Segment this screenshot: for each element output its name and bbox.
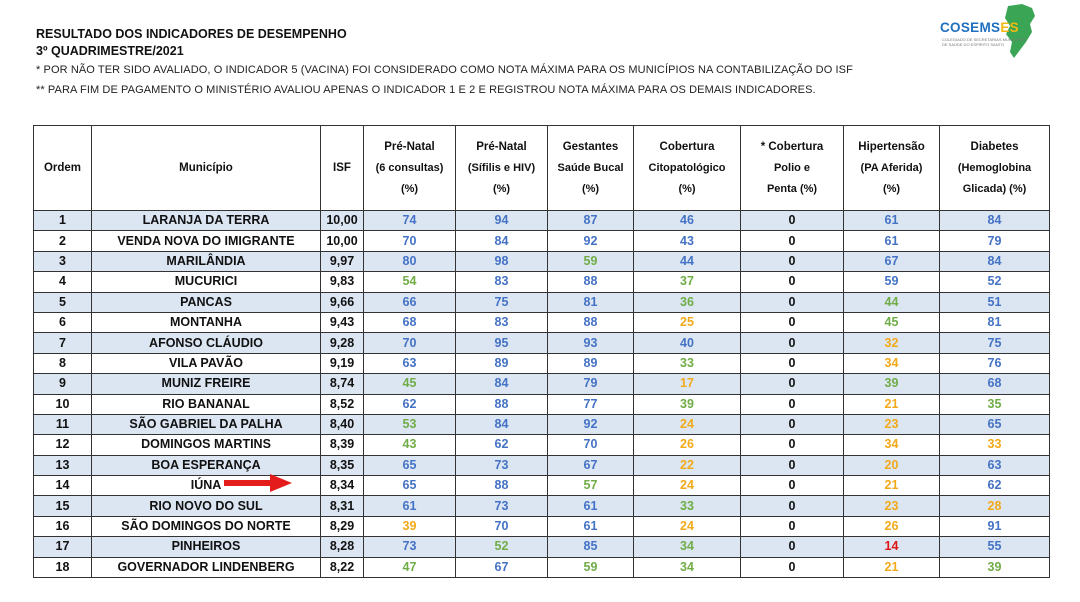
column-header xyxy=(456,126,548,211)
column-header-line: (%) xyxy=(492,182,511,195)
isf-cell: 9,28 xyxy=(321,333,364,353)
indicator-value-cell: 34 xyxy=(634,537,741,557)
indicator-value-cell: 0 xyxy=(741,353,844,373)
column-header-line: Hipertensão xyxy=(858,140,925,153)
indicator-value-cell: 0 xyxy=(741,557,844,577)
indicator-value-cell: 43 xyxy=(634,231,741,251)
column-header-line: Penta (%) xyxy=(766,182,818,195)
indicator-value-cell: 32 xyxy=(844,333,940,353)
indicator-value-cell: 0 xyxy=(741,312,844,332)
column-header-line: Gestantes xyxy=(562,140,619,153)
table-row xyxy=(34,557,1050,577)
ordem-cell: 17 xyxy=(34,537,92,557)
indicator-value-cell: 70 xyxy=(456,516,548,536)
ordem-cell: 5 xyxy=(34,292,92,312)
ordem-cell: 4 xyxy=(34,272,92,292)
column-header xyxy=(548,126,634,211)
column-header xyxy=(364,126,456,211)
ordem-cell: 10 xyxy=(34,394,92,414)
table-row xyxy=(34,455,1050,475)
indicator-value-cell: 59 xyxy=(844,272,940,292)
municipio-cell: IÚNA xyxy=(92,476,321,496)
indicator-value-cell: 73 xyxy=(456,496,548,516)
indicator-value-cell: 35 xyxy=(940,394,1050,414)
indicator-value-cell: 39 xyxy=(940,557,1050,577)
column-header-line: Polio e xyxy=(773,161,811,174)
indicator-value-cell: 75 xyxy=(456,292,548,312)
indicator-value-cell: 39 xyxy=(844,374,940,394)
ordem-cell: 18 xyxy=(34,557,92,577)
table-header-row xyxy=(34,126,1050,211)
table-row xyxy=(34,312,1050,332)
isf-cell: 8,22 xyxy=(321,557,364,577)
indicator-value-cell: 47 xyxy=(364,557,456,577)
ordem-cell: 1 xyxy=(34,211,92,231)
column-header-line: Pré-Natal xyxy=(384,140,435,153)
indicator-value-cell: 65 xyxy=(364,455,456,475)
cosems-logo xyxy=(932,2,1042,62)
indicator-value-cell: 33 xyxy=(634,496,741,516)
indicator-value-cell: 53 xyxy=(364,414,456,434)
page-title: RESULTADO DOS INDICADORES DE DESEMPENHO xyxy=(36,27,347,41)
table-row xyxy=(34,374,1050,394)
indicator-value-cell: 85 xyxy=(548,537,634,557)
indicator-value-cell: 77 xyxy=(548,394,634,414)
ordem-cell: 7 xyxy=(34,333,92,353)
indicator-value-cell: 67 xyxy=(548,455,634,475)
indicator-value-cell: 46 xyxy=(634,211,741,231)
ordem-cell: 3 xyxy=(34,251,92,271)
isf-cell: 8,35 xyxy=(321,455,364,475)
indicator-value-cell: 75 xyxy=(940,333,1050,353)
municipio-cell: BOA ESPERANÇA xyxy=(92,455,321,475)
column-header-line: Diabetes xyxy=(970,140,1019,153)
indicator-value-cell: 92 xyxy=(548,231,634,251)
table-row xyxy=(34,292,1050,312)
indicator-value-cell: 20 xyxy=(844,455,940,475)
column-header-line: Município xyxy=(179,161,233,174)
isf-cell: 9,19 xyxy=(321,353,364,373)
indicator-value-cell: 61 xyxy=(844,211,940,231)
indicator-value-cell: 81 xyxy=(548,292,634,312)
indicator-value-cell: 84 xyxy=(940,251,1050,271)
indicator-value-cell: 83 xyxy=(456,312,548,332)
isf-cell: 8,34 xyxy=(321,476,364,496)
logo-tagline: COLEGIADO DE SECRETARIAS MUNICIPAIS DE SAÚDE DO ESPÍRITO SANTO xyxy=(942,37,1026,47)
indicator-value-cell: 22 xyxy=(634,455,741,475)
isf-cell: 9,97 xyxy=(321,251,364,271)
column-header-line: Citopatológico xyxy=(648,161,726,174)
column-header-line: (Sífilis e HIV) xyxy=(467,161,536,174)
municipio-cell: SÃO DOMINGOS DO NORTE xyxy=(92,516,321,536)
municipio-cell: VENDA NOVA DO IMIGRANTE xyxy=(92,231,321,251)
indicator-value-cell: 94 xyxy=(456,211,548,231)
indicator-value-cell: 0 xyxy=(741,476,844,496)
indicator-value-cell: 21 xyxy=(844,394,940,414)
indicator-value-cell: 52 xyxy=(940,272,1050,292)
indicator-value-cell: 26 xyxy=(844,516,940,536)
municipio-cell: PINHEIROS xyxy=(92,537,321,557)
table-row xyxy=(34,211,1050,231)
indicator-value-cell: 0 xyxy=(741,414,844,434)
indicator-value-cell: 84 xyxy=(456,414,548,434)
table-row xyxy=(34,251,1050,271)
ordem-cell: 8 xyxy=(34,353,92,373)
ordem-cell: 12 xyxy=(34,435,92,455)
indicator-value-cell: 76 xyxy=(940,353,1050,373)
table-row xyxy=(34,496,1050,516)
table-row xyxy=(34,394,1050,414)
column-header xyxy=(741,126,844,211)
column-header-line: (Hemoglobina xyxy=(957,161,1032,174)
indicator-value-cell: 37 xyxy=(634,272,741,292)
indicator-value-cell: 61 xyxy=(548,496,634,516)
column-header-line: (%) xyxy=(400,182,419,195)
indicator-value-cell: 73 xyxy=(364,537,456,557)
indicator-value-cell: 0 xyxy=(741,374,844,394)
indicator-value-cell: 0 xyxy=(741,292,844,312)
isf-cell: 8,31 xyxy=(321,496,364,516)
municipio-cell: VILA PAVÃO xyxy=(92,353,321,373)
isf-cell: 9,43 xyxy=(321,312,364,332)
ordem-cell: 2 xyxy=(34,231,92,251)
indicator-value-cell: 0 xyxy=(741,272,844,292)
indicator-value-cell: 26 xyxy=(634,435,741,455)
column-header xyxy=(34,126,92,211)
indicator-value-cell: 88 xyxy=(456,394,548,414)
indicators-table xyxy=(33,125,1050,578)
indicator-value-cell: 34 xyxy=(634,557,741,577)
ordem-cell: 14 xyxy=(34,476,92,496)
municipio-cell: RIO BANANAL xyxy=(92,394,321,414)
indicator-value-cell: 62 xyxy=(940,476,1050,496)
indicator-value-cell: 67 xyxy=(456,557,548,577)
indicator-value-cell: 80 xyxy=(364,251,456,271)
indicator-value-cell: 93 xyxy=(548,333,634,353)
ordem-cell: 9 xyxy=(34,374,92,394)
indicator-value-cell: 88 xyxy=(548,272,634,292)
indicator-value-cell: 79 xyxy=(940,231,1050,251)
indicator-value-cell: 89 xyxy=(548,353,634,373)
note-2: ** PARA FIM DE PAGAMENTO O MINISTÉRIO AVALIOU APENAS O INDICADOR 1 E 2 E REGISTROU NOTA MÁXIMA PARA OS DEMAIS INDICADORES. xyxy=(36,84,816,96)
table-row xyxy=(34,516,1050,536)
indicator-value-cell: 34 xyxy=(844,353,940,373)
indicator-value-cell: 68 xyxy=(940,374,1050,394)
indicator-value-cell: 79 xyxy=(548,374,634,394)
table-row xyxy=(34,231,1050,251)
indicator-value-cell: 24 xyxy=(634,414,741,434)
indicator-value-cell: 23 xyxy=(844,496,940,516)
table-row xyxy=(34,353,1050,373)
indicator-value-cell: 17 xyxy=(634,374,741,394)
indicator-value-cell: 66 xyxy=(364,292,456,312)
municipio-cell: MARILÂNDIA xyxy=(92,251,321,271)
indicator-value-cell: 65 xyxy=(364,476,456,496)
indicator-value-cell: 59 xyxy=(548,251,634,271)
column-header-line: Cobertura xyxy=(659,140,715,153)
indicator-value-cell: 40 xyxy=(634,333,741,353)
indicator-value-cell: 61 xyxy=(364,496,456,516)
isf-cell: 8,28 xyxy=(321,537,364,557)
indicator-value-cell: 23 xyxy=(844,414,940,434)
indicator-value-cell: 14 xyxy=(844,537,940,557)
indicator-value-cell: 88 xyxy=(456,476,548,496)
isf-cell: 8,39 xyxy=(321,435,364,455)
column-header-line: * Cobertura xyxy=(760,140,824,153)
ordem-cell: 13 xyxy=(34,455,92,475)
indicator-value-cell: 88 xyxy=(548,312,634,332)
indicator-value-cell: 73 xyxy=(456,455,548,475)
indicator-value-cell: 62 xyxy=(456,435,548,455)
indicator-value-cell: 70 xyxy=(364,333,456,353)
ordem-cell: 15 xyxy=(34,496,92,516)
indicator-value-cell: 0 xyxy=(741,516,844,536)
indicator-value-cell: 21 xyxy=(844,476,940,496)
indicator-value-cell: 65 xyxy=(940,414,1050,434)
column-header-line: Saúde Bucal xyxy=(557,161,624,174)
isf-cell: 8,29 xyxy=(321,516,364,536)
indicator-value-cell: 43 xyxy=(364,435,456,455)
indicator-value-cell: 0 xyxy=(741,231,844,251)
indicator-value-cell: 87 xyxy=(548,211,634,231)
indicator-value-cell: 91 xyxy=(940,516,1050,536)
page-subtitle: 3º QUADRIMESTRE/2021 xyxy=(36,44,184,58)
isf-cell: 8,74 xyxy=(321,374,364,394)
column-header xyxy=(844,126,940,211)
table-row xyxy=(34,537,1050,557)
logo-wordmark: COSEMSES xyxy=(940,20,1019,35)
indicator-value-cell: 45 xyxy=(844,312,940,332)
column-header-line: Pré-Natal xyxy=(476,140,527,153)
indicator-value-cell: 95 xyxy=(456,333,548,353)
municipio-cell: DOMINGOS MARTINS xyxy=(92,435,321,455)
indicator-value-cell: 39 xyxy=(364,516,456,536)
note-1: * POR NÃO TER SIDO AVALIADO, O INDICADOR 5 (VACINA) FOI CONSIDERADO COMO NOTA MÁXIMA PARA OS MUNICÍPIOS NA CONTABILIZAÇÃO DO ISF xyxy=(36,64,853,76)
municipio-cell: RIO NOVO DO SUL xyxy=(92,496,321,516)
indicator-value-cell: 81 xyxy=(940,312,1050,332)
column-header-line: (%) xyxy=(882,182,901,195)
indicator-value-cell: 0 xyxy=(741,537,844,557)
ordem-cell: 16 xyxy=(34,516,92,536)
column-header xyxy=(321,126,364,211)
ordem-cell: 11 xyxy=(34,414,92,434)
isf-cell: 8,40 xyxy=(321,414,364,434)
indicator-value-cell: 61 xyxy=(548,516,634,536)
municipio-cell: LARANJA DA TERRA xyxy=(92,211,321,231)
table-row xyxy=(34,476,1050,496)
indicator-value-cell: 84 xyxy=(456,374,548,394)
municipio-cell: MONTANHA xyxy=(92,312,321,332)
indicator-value-cell: 61 xyxy=(844,231,940,251)
indicator-value-cell: 92 xyxy=(548,414,634,434)
table-body xyxy=(34,211,1050,578)
document-header xyxy=(36,26,853,100)
indicator-value-cell: 24 xyxy=(634,476,741,496)
table-row xyxy=(34,435,1050,455)
column-header-line: (%) xyxy=(678,182,696,195)
municipio-cell: MUNIZ FREIRE xyxy=(92,374,321,394)
indicator-value-cell: 28 xyxy=(940,496,1050,516)
indicator-value-cell: 57 xyxy=(548,476,634,496)
indicator-value-cell: 33 xyxy=(940,435,1050,455)
indicator-value-cell: 34 xyxy=(844,435,940,455)
column-header-line: Ordem xyxy=(43,161,82,174)
indicator-value-cell: 89 xyxy=(456,353,548,373)
isf-cell: 9,66 xyxy=(321,292,364,312)
indicator-value-cell: 0 xyxy=(741,496,844,516)
indicator-value-cell: 54 xyxy=(364,272,456,292)
municipio-cell: PANCAS xyxy=(92,292,321,312)
indicator-value-cell: 84 xyxy=(940,211,1050,231)
isf-cell: 10,00 xyxy=(321,211,364,231)
isf-cell: 9,83 xyxy=(321,272,364,292)
indicator-value-cell: 63 xyxy=(940,455,1050,475)
indicator-value-cell: 70 xyxy=(364,231,456,251)
indicator-value-cell: 36 xyxy=(634,292,741,312)
indicator-value-cell: 0 xyxy=(741,211,844,231)
indicator-value-cell: 55 xyxy=(940,537,1050,557)
indicator-value-cell: 0 xyxy=(741,251,844,271)
municipio-cell: MUCURICI xyxy=(92,272,321,292)
indicator-value-cell: 25 xyxy=(634,312,741,332)
table-row xyxy=(34,272,1050,292)
indicator-value-cell: 74 xyxy=(364,211,456,231)
indicator-value-cell: 0 xyxy=(741,435,844,455)
column-header xyxy=(940,126,1050,211)
column-header xyxy=(634,126,741,211)
indicator-value-cell: 62 xyxy=(364,394,456,414)
table-row xyxy=(34,414,1050,434)
municipio-cell: SÃO GABRIEL DA PALHA xyxy=(92,414,321,434)
ordem-cell: 6 xyxy=(34,312,92,332)
indicator-value-cell: 70 xyxy=(548,435,634,455)
indicator-value-cell: 0 xyxy=(741,455,844,475)
municipio-cell: AFONSO CLÁUDIO xyxy=(92,333,321,353)
indicator-value-cell: 24 xyxy=(634,516,741,536)
indicator-value-cell: 33 xyxy=(634,353,741,373)
indicator-value-cell: 68 xyxy=(364,312,456,332)
highlight-arrow-icon xyxy=(224,473,294,493)
column-header-line: (6 consultas) xyxy=(375,161,444,174)
indicator-value-cell: 59 xyxy=(548,557,634,577)
indicator-value-cell: 0 xyxy=(741,333,844,353)
isf-cell: 8,52 xyxy=(321,394,364,414)
indicator-value-cell: 98 xyxy=(456,251,548,271)
column-header xyxy=(92,126,321,211)
indicator-value-cell: 52 xyxy=(456,537,548,557)
table-row xyxy=(34,333,1050,353)
indicator-value-cell: 51 xyxy=(940,292,1050,312)
isf-cell: 10,00 xyxy=(321,231,364,251)
indicator-value-cell: 63 xyxy=(364,353,456,373)
municipio-cell: GOVERNADOR LINDENBERG xyxy=(92,557,321,577)
indicator-value-cell: 39 xyxy=(634,394,741,414)
indicator-value-cell: 0 xyxy=(741,394,844,414)
indicator-value-cell: 83 xyxy=(456,272,548,292)
indicator-value-cell: 84 xyxy=(456,231,548,251)
column-header-line: (PA Aferida) xyxy=(860,161,923,174)
indicator-value-cell: 21 xyxy=(844,557,940,577)
column-header-line: (%) xyxy=(581,182,600,195)
indicator-value-cell: 44 xyxy=(634,251,741,271)
column-header-line: ISF xyxy=(333,161,351,174)
indicator-value-cell: 67 xyxy=(844,251,940,271)
indicator-value-cell: 45 xyxy=(364,374,456,394)
indicator-value-cell: 44 xyxy=(844,292,940,312)
column-header-line: Glicada) (%) xyxy=(962,182,1027,195)
